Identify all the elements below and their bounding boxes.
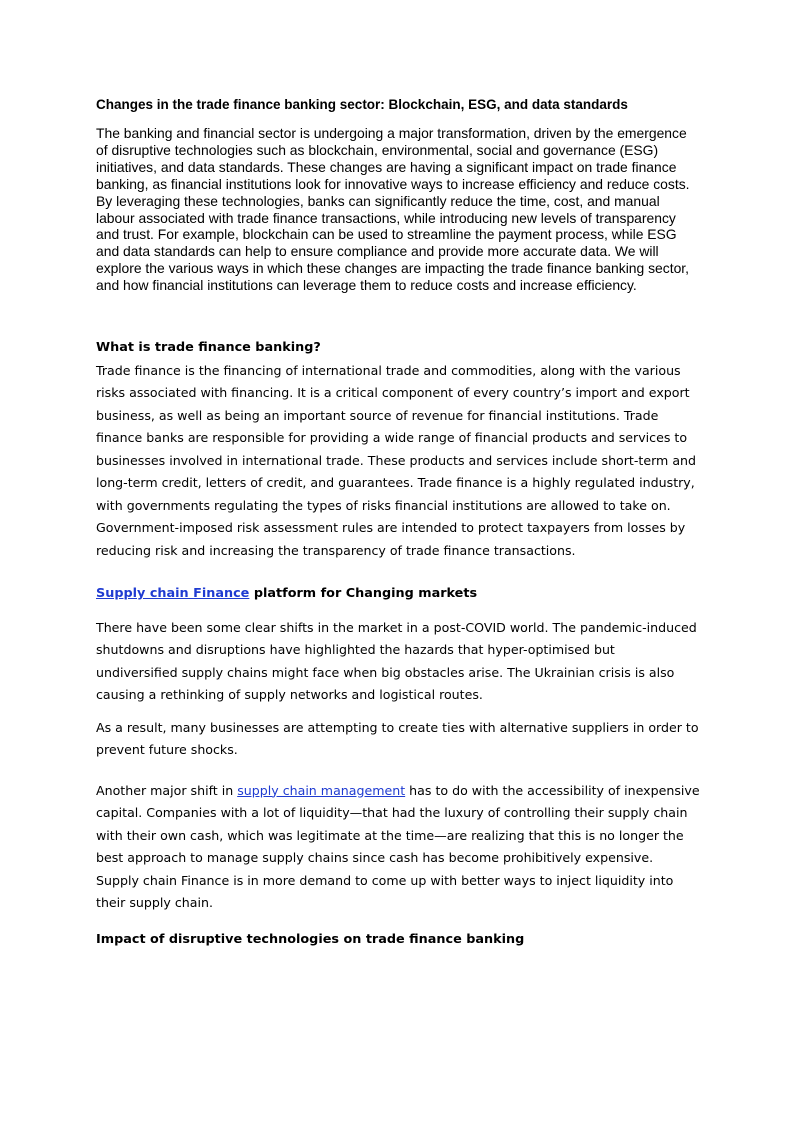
section-heading-impact: Impact of disruptive technologies on trade finance banking — [96, 931, 525, 947]
para3-after-link: has to do with the accessibility of inexpensive capital. Companies with a lot of liquidity—that had the luxury of controlling their supply chain with their own cash, which was legitimate at the time—are realizing that this is no longer the best approach to manage supply chains since cash has become prohibitively expensive. Supply chain Finance is in more demand to come up with better ways to inject liquidity into their supply chain. — [96, 782, 700, 911]
document-title: Changes in the trade finance banking sector: Blockchain, ESG, and data standards — [96, 97, 628, 112]
trade-finance-paragraph: Trade finance is the financing of international trade and commodities, along with the various risks associated with financing. It is a critical component of every country’s import and export business, as well as being an important source of revenue for financial institutions. Trade finance banks are responsible for providing a wide range of financial products and services to businesses involved in international trade. These products and services include short-term and long-term credit, letters of credit, and guarantees. Trade finance is a highly regulated industry, with governments regulating the types of risks financial institutions are allowed to take on. Government-imposed risk assessment rules are intended to protect taxpayers from losses by reducing risk and increasing the transparency of trade finance transactions. — [96, 362, 697, 558]
spacer — [96, 294, 700, 337]
section-heading-what-is-trade-finance: What is trade finance banking? — [96, 340, 321, 356]
supply-chain-finance-link[interactable]: Supply chain Finance — [96, 586, 250, 602]
para3-before-link: Another major shift in — [96, 782, 238, 798]
spacer — [96, 707, 700, 717]
spacer — [96, 915, 700, 929]
post-covid-paragraph: There have been some clear shifts in the market in a post-COVID world. The pandemic-induced shutdowns and disruptions have highlighted the hazards that hyper-optimised but undiversified supply chains might face when big obstacles arise. The Ukrainian crisis is also causing a rethinking of supply networks and logistical routes. — [96, 619, 697, 703]
alternative-suppliers-paragraph: As a result, many businesses are attempting to create ties with alternative suppliers in order to prevent future shocks. — [96, 719, 699, 758]
spacer — [96, 606, 700, 617]
spacer — [96, 762, 700, 780]
document-content — [96, 96, 700, 951]
supply-chain-management-link[interactable]: supply chain management — [237, 782, 406, 798]
spacer — [96, 562, 700, 583]
supply-chain-heading-rest: platform for Changing markets — [249, 586, 478, 602]
capital-accessibility-paragraph — [96, 780, 700, 915]
section-heading-supply-chain-finance — [96, 583, 700, 606]
intro-paragraph: The banking and financial sector is undergoing a major transformation, driven by the emergence of disruptive technologies such as blockchain, environmental, social and governance (ESG) initiatives, and data standards. These changes are having a significant impact on trade finance banking, as financial institutions look for innovative ways to increase efficiency and reduce costs. By leveraging these technologies, banks can significantly reduce the time, cost, and manual labour associated with trade finance transactions, while introducing new levels of transparency and trust. For example, blockchain can be used to streamline the payment process, while ESG and data standards can help to ensure compliance and provide more accurate data. We will explore the various ways in which these changes are impacting the trade finance banking sector, and how financial institutions can leverage them to reduce costs and increase efficiency. — [96, 125, 690, 294]
